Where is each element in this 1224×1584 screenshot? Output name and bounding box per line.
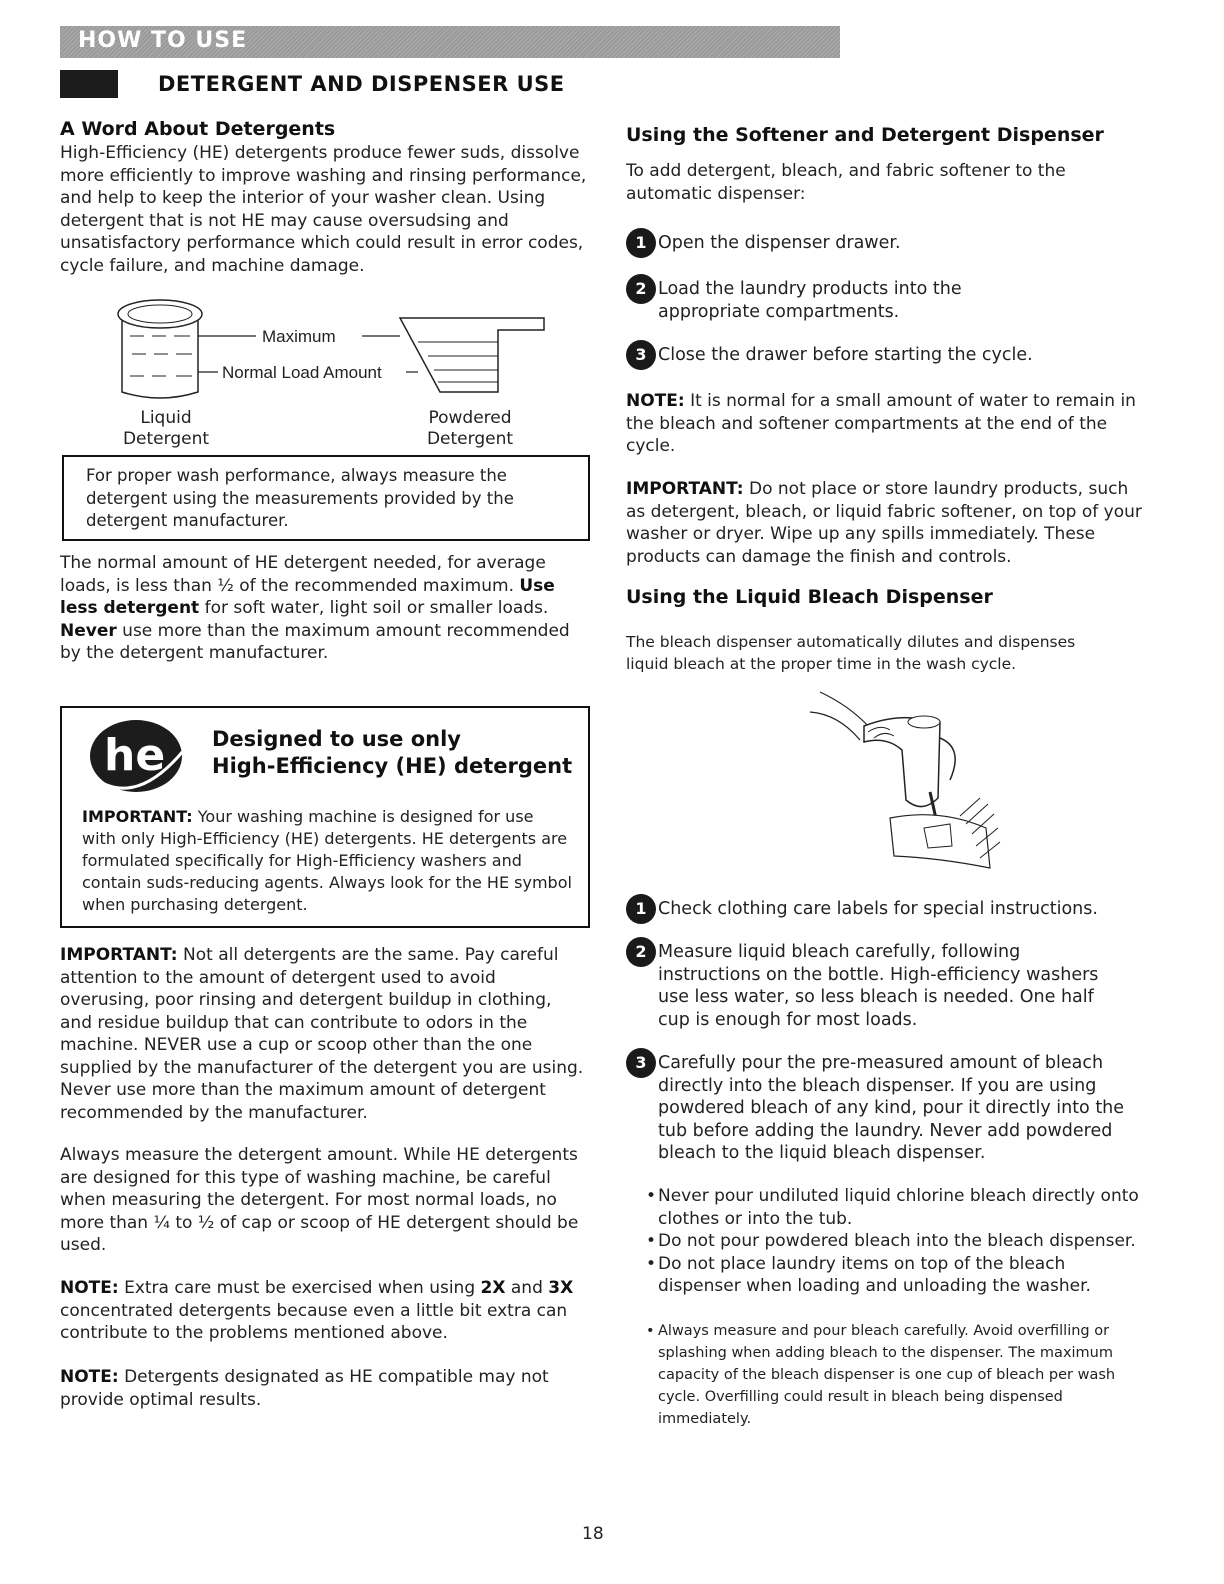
softener-note	[626, 390, 1146, 458]
note-he-text: Detergents designated as HE compatible may not provide optimal results.	[60, 1367, 549, 1410]
bleach-step-3	[626, 1052, 1146, 1165]
liquid-cap-body	[122, 320, 198, 398]
he-box-title-line2: High-Efficiency (HE) detergent	[212, 754, 573, 778]
softener-step-2	[626, 278, 1146, 323]
bleach-step-2	[626, 941, 1146, 1031]
normal-amount-paragraph	[60, 552, 588, 665]
softener-intro: To add detergent, bleach, and fabric softener to the automatic dispenser:	[626, 161, 1066, 204]
softener-step-1	[626, 232, 1146, 255]
normal-amount-t3: use more than the maximum amount recommended by the detergent manufacturer.	[60, 620, 570, 663]
note-he-paragraph	[60, 1366, 588, 1411]
step-number-icon: 1	[626, 894, 656, 924]
always-measure-paragraph: Always measure the detergent amount. While HE detergents are designed for this type of washing machine, be careful when measuring the detergent. For most normal loads, no more than ¼ to ½ of cap or scoop of HE detergent should be used.	[60, 1145, 579, 1255]
bleach-heading: Using the Liquid Bleach Dispenser	[626, 586, 993, 608]
softener-important	[626, 478, 1151, 568]
step-text: Check clothing care labels for special instructions.	[658, 899, 1098, 919]
step-text: Carefully pour the pre-measured amount of bleach directly into the bleach dispenser. If you are using powdered bleach of any kind, pour it directly into the tub before adding the laundry. Never add powdered bleach to the liquid bleach dispenser.	[658, 1053, 1125, 1163]
how-to-use-banner	[60, 26, 840, 58]
bleach-step-1	[626, 898, 1146, 921]
softener-important-text: Do not place or store laundry products, such as detergent, bleach, or liquid fabric softener, on top of your washer or dryer. Wipe up any spills immediately. These products can damage the finish and controls.	[626, 479, 1142, 567]
softener-note-text: It is normal for a small amount of water to remain in the bleach and softener compartments at the end of the cycle.	[626, 391, 1136, 456]
note-2x-b2: 3X	[548, 1278, 574, 1298]
bleach-bullet: • Do not pour powdered bleach into the bleach dispenser.	[626, 1230, 1146, 1253]
step-text: Measure liquid bleach carefully, following instructions on the bottle. High-efficiency washers use less water, so less bleach is needed. One half cup is enough for most loads.	[658, 942, 1099, 1030]
bleach-intro: The bleach dispenser automatically dilutes and dispenses liquid bleach at the proper time in the wash cycle.	[626, 633, 1076, 673]
softener-step-3	[626, 344, 1146, 367]
bleach-pouring-illustration	[790, 688, 1010, 878]
note-2x-t3: concentrated detergents because even a little bit extra can contribute to the problems mentioned above.	[60, 1300, 568, 1343]
step-number-icon: 3	[626, 1048, 656, 1078]
he-box-title	[212, 726, 572, 780]
note-he-label: NOTE:	[60, 1367, 119, 1387]
bleach-bullet: • Never pour undiluted liquid chlorine bleach directly onto clothes or into the tub.	[626, 1185, 1146, 1230]
step-text: Open the dispenser drawer.	[658, 233, 901, 253]
word-about-heading: A Word About Detergents	[60, 118, 336, 140]
he-logo-text: he	[104, 730, 166, 781]
step-number-icon: 2	[626, 937, 656, 967]
powdered-caption-line1: Powdered	[428, 408, 512, 428]
note-2x-label: NOTE:	[60, 1278, 119, 1298]
liquid-cap-top	[118, 300, 202, 328]
he-detergent-box	[60, 706, 590, 928]
bleach-small-bullet: • Always measure and pour bleach carefully. Avoid overfilling or splashing when adding bleach to the dispenser. The maximum capacity of the bleach dispenser is one cup of bleach per wash cycle. Overfilling could result in bleach being dispensed immediately.	[626, 1320, 1126, 1430]
bleach-bullet-list	[626, 1185, 1146, 1298]
he-box-body	[82, 806, 572, 916]
note-2x-paragraph	[60, 1277, 588, 1345]
softener-heading: Using the Softener and Detergent Dispenser	[626, 124, 1104, 146]
maximum-label: Maximum	[262, 327, 336, 346]
section-marker	[60, 70, 118, 98]
liquid-caption-line1: Liquid	[140, 408, 192, 428]
page-number: 18	[582, 1524, 604, 1544]
normal-amount-t1: The normal amount of HE detergent needed, for average loads, is less than ½ of the recommended maximum.	[60, 553, 546, 596]
step-number-icon: 1	[626, 228, 656, 258]
bleach-small-bullet-list	[626, 1320, 1126, 1430]
note-2x-t2: and	[505, 1278, 549, 1298]
he-box-title-line1: Designed to use only	[212, 727, 461, 751]
word-about-body: High-Efficiency (HE) detergents produce fewer suds, dissolve more efficiently to improve washing and rinsing performance, and help to keep the interior of your washer clean. Using detergent that is not HE may cause oversudsing and unsatisfactory performance which could result in error codes, cycle failure, and machine damage.	[60, 143, 587, 276]
step-text: Close the drawer before starting the cycle.	[658, 345, 1033, 365]
powdered-caption	[410, 408, 530, 450]
section-title: DETERGENT AND DISPENSER USE	[158, 72, 565, 96]
normal-amount-b1: Use less detergent	[60, 575, 555, 618]
powder-scoop	[400, 318, 544, 392]
powdered-caption-line2: Detergent	[426, 429, 514, 449]
note-2x-b1: 2X	[480, 1278, 506, 1298]
measure-note-text: For proper wash performance, always measure the detergent using the measurements provided by the detergent manufacturer.	[86, 466, 514, 530]
softener-note-label: NOTE:	[626, 391, 685, 411]
normal-amount-t2: for soft water, light soil or smaller loads.	[199, 598, 549, 618]
step-number-icon: 3	[626, 340, 656, 370]
important-left-label: IMPORTANT:	[60, 945, 178, 965]
measure-note-box	[62, 455, 590, 541]
important-left-text: Not all detergents are the same. Pay careful attention to the amount of detergent used to avoid overusing, poor rinsing and detergent buildup in clothing, and residue buildup that can contribute to odors in the machine. NEVER use a cup or scoop other than the one supplied by the manufacturer of the detergent you are using. Never use more than the maximum amount of detergent recommended by the manufacturer.	[60, 945, 584, 1123]
note-2x-t1: Extra care must be exercised when using	[118, 1278, 481, 1298]
banner-label: HOW TO USE	[78, 28, 248, 53]
bleach-bullet: • Do not place laundry items on top of the bleach dispenser when loading and unloading the washer.	[626, 1253, 1146, 1298]
detergent-cup-diagram	[100, 296, 570, 406]
he-box-important-text: Your washing machine is designed for use with only High-Efficiency (HE) detergents. HE detergents are formulated specifically for High-Efficiency washers and contain suds-reducing agents. Always look for the HE symbol when purchasing detergent.	[82, 807, 572, 914]
step-number-icon: 2	[626, 274, 656, 304]
liquid-caption-line2: Detergent	[122, 429, 210, 449]
important-left-paragraph	[60, 944, 588, 1124]
liquid-caption	[106, 408, 226, 450]
he-logo-icon	[86, 716, 190, 796]
normal-amount-b2: Never	[60, 620, 117, 641]
normal-load-label: Normal Load Amount	[222, 363, 382, 382]
softener-important-label: IMPORTANT:	[626, 479, 744, 499]
he-box-important-label: IMPORTANT:	[82, 807, 193, 826]
step-text: Load the laundry products into the appropriate compartments.	[658, 279, 962, 322]
